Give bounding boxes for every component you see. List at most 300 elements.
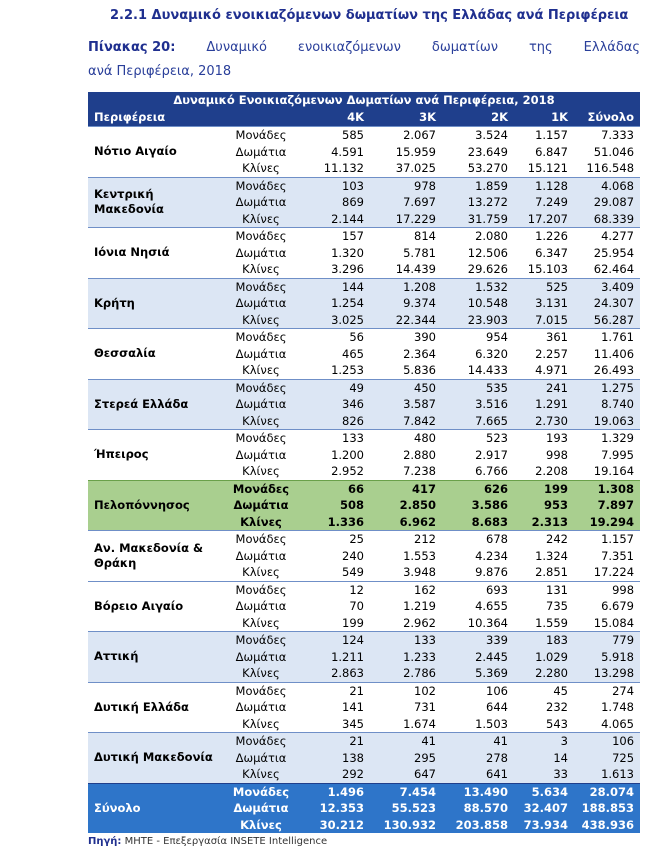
region-name: Στερεά Ελλάδα [88,379,224,430]
value-cell: 19.294 [574,514,640,531]
caption-word: της [528,40,553,55]
value-cell: 13.298 [574,665,640,682]
value-cell: 292 [298,766,370,783]
value-cell: 15.959 [370,144,442,161]
value-cell: 232 [514,699,574,716]
value-cell: 199 [298,615,370,632]
value-cell: 3.409 [574,278,640,295]
value-cell: 3.131 [514,295,574,312]
value-cell: 7.454 [370,783,442,800]
metric-label: Μονάδες [224,127,298,144]
value-cell: 278 [442,750,514,767]
value-cell: 17.207 [514,211,574,228]
region-name: Πελοπόννησος [88,480,224,531]
value-cell: 7.842 [370,413,442,430]
region-name: Δυτική Ελλάδα [88,682,224,733]
value-cell: 779 [574,632,640,649]
value-cell: 17.229 [370,211,442,228]
value-cell: 3 [514,733,574,750]
value-cell: 438.936 [574,817,640,834]
metric-label: Δωμάτια [224,497,298,514]
metric-label: Δωμάτια [224,548,298,565]
value-cell: 731 [370,699,442,716]
metric-label: Δωμάτια [224,144,298,161]
value-cell: 15.084 [574,615,640,632]
value-cell: 183 [514,632,574,649]
value-cell: 21 [298,682,370,699]
metric-label: Δωμάτια [224,194,298,211]
value-cell: 10.364 [442,615,514,632]
metric-label: Μονάδες [224,430,298,447]
value-cell: 138 [298,750,370,767]
value-cell: 1.029 [514,649,574,666]
value-cell: 1.219 [370,598,442,615]
table-row [88,329,640,346]
value-cell: 13.490 [442,783,514,800]
value-cell: 2.917 [442,447,514,464]
value-cell: 1.613 [574,766,640,783]
value-cell: 6.766 [442,463,514,480]
value-cell: 6.962 [370,514,442,531]
metric-label: Δωμάτια [224,598,298,615]
metric-label: Δωμάτια [224,750,298,767]
value-cell: 1.233 [370,649,442,666]
value-cell: 7.697 [370,194,442,211]
value-cell: 162 [370,581,442,598]
value-cell: 56 [298,329,370,346]
value-cell: 157 [298,228,370,245]
value-cell: 102 [370,682,442,699]
value-cell: 523 [442,430,514,447]
value-cell: 32.407 [514,800,574,817]
value-cell: 2.067 [370,127,442,144]
value-cell: 3.524 [442,127,514,144]
table-row [88,278,640,295]
value-cell: 1.748 [574,699,640,716]
metric-label: Μονάδες [224,177,298,194]
column-header-4k: 4K [298,109,370,127]
value-cell: 55.523 [370,800,442,817]
value-cell: 1.157 [574,531,640,548]
value-cell: 22.344 [370,312,442,329]
value-cell: 1.761 [574,329,640,346]
table-header-row [88,109,640,127]
value-cell: 549 [298,564,370,581]
value-cell: 23.649 [442,144,514,161]
value-cell: 480 [370,430,442,447]
value-cell: 1.324 [514,548,574,565]
region-name: Θεσσαλία [88,329,224,380]
value-cell: 212 [370,531,442,548]
value-cell: 1.211 [298,649,370,666]
value-cell: 193 [514,430,574,447]
value-cell: 14.439 [370,261,442,278]
value-cell: 361 [514,329,574,346]
value-cell: 2.730 [514,413,574,430]
metric-label: Δωμάτια [224,396,298,413]
value-cell: 7.351 [574,548,640,565]
value-cell: 17.224 [574,564,640,581]
value-cell: 274 [574,682,640,699]
caption-word: Δυναμικό [206,40,267,55]
value-cell: 8.740 [574,396,640,413]
value-cell: 585 [298,127,370,144]
table-row [88,632,640,649]
value-cell: 7.897 [574,497,640,514]
value-cell: 70 [298,598,370,615]
value-cell: 4.591 [298,144,370,161]
metric-label: Δωμάτια [224,245,298,262]
value-cell: 7.995 [574,447,640,464]
table-row [88,127,640,144]
value-cell: 106 [574,733,640,750]
value-cell: 2.280 [514,665,574,682]
value-cell: 9.876 [442,564,514,581]
value-cell: 240 [298,548,370,565]
region-name: Δυτική Μακεδονία [88,733,224,784]
metric-label: Κλίνες [224,463,298,480]
table-body [88,127,640,834]
region-name: Ιόνια Νησιά [88,228,224,279]
rooms-table [88,92,640,833]
metric-label: Μονάδες [224,531,298,548]
metric-label: Μονάδες [224,278,298,295]
value-cell: 1.253 [298,362,370,379]
value-cell: 133 [298,430,370,447]
value-cell: 19.164 [574,463,640,480]
value-cell: 2.313 [514,514,574,531]
metric-label: Κλίνες [224,665,298,682]
value-cell: 5.634 [514,783,574,800]
metric-label: Κλίνες [224,312,298,329]
value-cell: 7.249 [514,194,574,211]
value-cell: 131 [514,581,574,598]
value-cell: 203.858 [442,817,514,834]
value-cell: 31.759 [442,211,514,228]
metric-label: Μονάδες [224,783,298,800]
value-cell: 12.506 [442,245,514,262]
metric-label: Δωμάτια [224,699,298,716]
value-cell: 1.532 [442,278,514,295]
value-cell: 1.553 [370,548,442,565]
section-heading: 2.2.1 Δυναμικό ενοικιαζόμενων δωματίων της Ελλάδας ανά Περιφέρεια [110,8,629,23]
value-cell: 954 [442,329,514,346]
value-cell: 12 [298,581,370,598]
value-cell: 725 [574,750,640,767]
value-cell: 3.586 [442,497,514,514]
value-cell: 3.025 [298,312,370,329]
column-header-3k: 3K [370,109,442,127]
value-cell: 339 [442,632,514,649]
value-cell: 2.851 [514,564,574,581]
value-cell: 13.272 [442,194,514,211]
value-cell: 3.587 [370,396,442,413]
value-cell: 998 [574,581,640,598]
metric-label: Κλίνες [224,615,298,632]
table-row [88,430,640,447]
value-cell: 7.333 [574,127,640,144]
value-cell: 1.503 [442,716,514,733]
metric-label: Μονάδες [224,329,298,346]
value-cell: 49 [298,379,370,396]
metric-label: Κλίνες [224,261,298,278]
value-cell: 7.015 [514,312,574,329]
region-name: Κρήτη [88,278,224,329]
value-cell: 525 [514,278,574,295]
value-cell: 1.859 [442,177,514,194]
value-cell: 735 [514,598,574,615]
value-cell: 29.087 [574,194,640,211]
value-cell: 12.353 [298,800,370,817]
value-cell: 641 [442,766,514,783]
value-cell: 345 [298,716,370,733]
value-cell: 7.238 [370,463,442,480]
table-row [88,480,640,497]
value-cell: 814 [370,228,442,245]
table-row [88,682,640,699]
metric-label: Κλίνες [224,160,298,177]
value-cell: 4.068 [574,177,640,194]
value-cell: 2.208 [514,463,574,480]
value-cell: 5.781 [370,245,442,262]
value-cell: 2.144 [298,211,370,228]
value-cell: 144 [298,278,370,295]
value-cell: 30.212 [298,817,370,834]
metric-label: Κλίνες [224,211,298,228]
value-cell: 5.369 [442,665,514,682]
value-cell: 626 [442,480,514,497]
value-cell: 869 [298,194,370,211]
region-name: Αν. Μακεδονία & Θράκη [88,531,224,582]
value-cell: 9.374 [370,295,442,312]
metric-label: Κλίνες [224,514,298,531]
value-cell: 1.254 [298,295,370,312]
value-cell: 1.329 [574,430,640,447]
value-cell: 2.863 [298,665,370,682]
value-cell: 2.850 [370,497,442,514]
value-cell: 1.496 [298,783,370,800]
value-cell: 1.674 [370,716,442,733]
value-cell: 6.320 [442,346,514,363]
column-header-metric [224,109,298,127]
value-cell: 644 [442,699,514,716]
value-cell: 1.208 [370,278,442,295]
value-cell: 2.080 [442,228,514,245]
value-cell: 21 [298,733,370,750]
caption-label: Πίνακας 20: [88,40,176,55]
value-cell: 8.683 [442,514,514,531]
value-cell: 978 [370,177,442,194]
metric-label: Κλίνες [224,817,298,834]
table-title-row [88,92,640,109]
metric-label: Μονάδες [224,682,298,699]
value-cell: 19.063 [574,413,640,430]
value-cell: 11.132 [298,160,370,177]
value-cell: 2.364 [370,346,442,363]
region-name: Κεντρική Μακεδονία [88,177,224,228]
metric-label: Κλίνες [224,413,298,430]
value-cell: 33 [514,766,574,783]
table-row [88,581,640,598]
value-cell: 25 [298,531,370,548]
value-cell: 2.786 [370,665,442,682]
source-label: Πηγή: [88,836,122,847]
value-cell: 693 [442,581,514,598]
value-cell: 130.932 [370,817,442,834]
value-cell: 51.046 [574,144,640,161]
value-cell: 465 [298,346,370,363]
value-cell: 188.853 [574,800,640,817]
region-name: Βόρειο Αιγαίο [88,581,224,632]
value-cell: 5.836 [370,362,442,379]
table-row [88,228,640,245]
value-cell: 7.665 [442,413,514,430]
metric-label: Δωμάτια [224,346,298,363]
value-cell: 4.065 [574,716,640,733]
region-name: Ήπειρος [88,430,224,481]
metric-label: Μονάδες [224,632,298,649]
caption-word: δωματίων [431,40,498,55]
value-cell: 6.847 [514,144,574,161]
metric-label: Κλίνες [224,716,298,733]
value-cell: 88.570 [442,800,514,817]
table-title: Δυναμικό Ενοικιαζόμενων Δωματίων ανά Περιφέρεια, 2018 [88,92,640,109]
value-cell: 543 [514,716,574,733]
metric-label: Κλίνες [224,766,298,783]
value-cell: 10.548 [442,295,514,312]
value-cell: 1.128 [514,177,574,194]
metric-label: Μονάδες [224,228,298,245]
value-cell: 390 [370,329,442,346]
table-row [88,177,640,194]
value-cell: 998 [514,447,574,464]
table-row [88,531,640,548]
value-cell: 28.074 [574,783,640,800]
metric-label: Δωμάτια [224,800,298,817]
value-cell: 4.234 [442,548,514,565]
value-cell: 2.962 [370,615,442,632]
value-cell: 1.320 [298,245,370,262]
value-cell: 53.270 [442,160,514,177]
value-cell: 62.464 [574,261,640,278]
metric-label: Δωμάτια [224,447,298,464]
value-cell: 678 [442,531,514,548]
value-cell: 199 [514,480,574,497]
value-cell: 73.934 [514,817,574,834]
value-cell: 106 [442,682,514,699]
value-cell: 6.679 [574,598,640,615]
value-cell: 1.559 [514,615,574,632]
value-cell: 3.948 [370,564,442,581]
value-cell: 417 [370,480,442,497]
value-cell: 15.121 [514,160,574,177]
value-cell: 4.971 [514,362,574,379]
value-cell: 1.157 [514,127,574,144]
column-header-2k: 2K [442,109,514,127]
value-cell: 29.626 [442,261,514,278]
value-cell: 6.347 [514,245,574,262]
metric-label: Δωμάτια [224,649,298,666]
metric-label: Δωμάτια [224,295,298,312]
metric-label: Κλίνες [224,362,298,379]
value-cell: 14.433 [442,362,514,379]
source-note [88,836,327,847]
caption-line-2: ανά Περιφέρεια, 2018 [88,64,232,79]
value-cell: 56.287 [574,312,640,329]
region-name: Σύνολο [88,783,224,833]
table-row [88,379,640,396]
value-cell: 25.954 [574,245,640,262]
value-cell: 124 [298,632,370,649]
value-cell: 2.952 [298,463,370,480]
value-cell: 1.200 [298,447,370,464]
caption-word: Ελλάδας [583,40,640,55]
value-cell: 11.406 [574,346,640,363]
value-cell: 1.336 [298,514,370,531]
source-text: ΜΗΤΕ - Επεξεργασία INSETE Intelligence [121,836,328,847]
value-cell: 508 [298,497,370,514]
value-cell: 14 [514,750,574,767]
value-cell: 953 [514,497,574,514]
region-name: Αττική [88,632,224,683]
value-cell: 41 [370,733,442,750]
value-cell: 1.308 [574,480,640,497]
caption-line-1 [88,40,640,60]
value-cell: 1.226 [514,228,574,245]
value-cell: 133 [370,632,442,649]
value-cell: 45 [514,682,574,699]
table-row [88,783,640,800]
value-cell: 24.307 [574,295,640,312]
value-cell: 141 [298,699,370,716]
value-cell: 41 [442,733,514,750]
value-cell: 1.291 [514,396,574,413]
value-cell: 242 [514,531,574,548]
value-cell: 15.103 [514,261,574,278]
value-cell: 3.516 [442,396,514,413]
metric-label: Μονάδες [224,733,298,750]
metric-label: Μονάδες [224,480,298,497]
value-cell: 295 [370,750,442,767]
table-caption [88,40,640,82]
value-cell: 37.025 [370,160,442,177]
value-cell: 1.275 [574,379,640,396]
value-cell: 450 [370,379,442,396]
value-cell: 66 [298,480,370,497]
caption-word: ενοικιαζόμενων [297,40,401,55]
value-cell: 647 [370,766,442,783]
value-cell: 2.445 [442,649,514,666]
value-cell: 103 [298,177,370,194]
column-header-region: Περιφέρεια [88,109,224,127]
value-cell: 346 [298,396,370,413]
value-cell: 23.903 [442,312,514,329]
value-cell: 2.880 [370,447,442,464]
metric-label: Μονάδες [224,581,298,598]
value-cell: 4.277 [574,228,640,245]
value-cell: 535 [442,379,514,396]
value-cell: 2.257 [514,346,574,363]
table-row [88,733,640,750]
metric-label: Κλίνες [224,564,298,581]
value-cell: 3.296 [298,261,370,278]
column-header-1k: 1K [514,109,574,127]
value-cell: 241 [514,379,574,396]
metric-label: Μονάδες [224,379,298,396]
column-header-total: Σύνολο [574,109,640,127]
value-cell: 4.655 [442,598,514,615]
value-cell: 826 [298,413,370,430]
